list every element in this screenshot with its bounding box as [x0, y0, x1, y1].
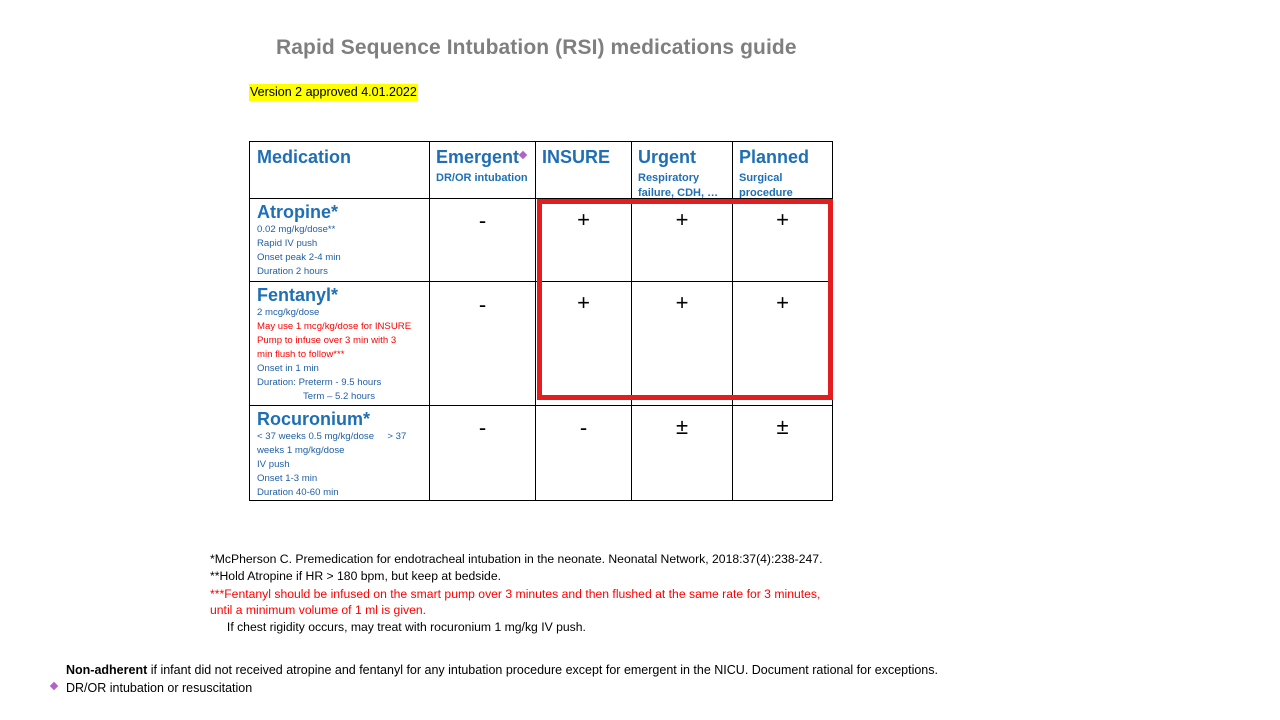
fentanyl-detail: Term – 5.2 hours: [303, 391, 375, 402]
rocuronium-emergent-value: -: [478, 415, 487, 440]
diamond-icon: [519, 151, 527, 159]
atropine-planned-value: +: [776, 207, 789, 232]
footnote-fentanyl-cont: until a minimum volume of 1 ml is given.: [210, 603, 427, 617]
row-fentanyl-name: [249, 281, 430, 406]
rocuronium-detail: IV push: [257, 459, 290, 470]
atropine-name: Atropine*: [257, 202, 338, 222]
rocuronium-detail: Duration 40-60 min: [257, 487, 339, 498]
row-atropine-name: [249, 198, 430, 282]
page-title: Rapid Sequence Intubation (RSI) medications guide: [276, 36, 797, 59]
atropine-detail: Rapid IV push: [257, 238, 318, 249]
rocuronium-emergent-cell: [429, 405, 536, 501]
fentanyl-detail: May use 1 mcg/kg/dose for INSURE: [257, 321, 412, 332]
header-urgent: [631, 141, 733, 199]
rocuronium-name: Rocuronium*: [257, 409, 371, 429]
legend-note: DR/OR intubation or resuscitation: [66, 681, 253, 695]
footnote-reference: *McPherson C. Premedication for endotracheal intubation in the neonate. Neonatal Network, 2018:37(4):238-247.: [210, 552, 823, 566]
version-label: Version 2 approved 4.01.2022: [250, 85, 417, 99]
atropine-emergent-cell: [429, 198, 536, 282]
header-urgent-sub: Respiratory failure, CDH, …: [638, 172, 719, 199]
header-insure-label: INSURE: [542, 147, 611, 167]
fentanyl-detail: Pump to infuse over 3 min with 3: [257, 335, 397, 346]
rocuronium-insure-cell: [535, 405, 632, 501]
header-urgent-label: Urgent: [638, 147, 696, 167]
header-emergent: [429, 141, 536, 199]
footnote-fentanyl: ***Fentanyl should be infused on the smart pump over 3 minutes and then flushed at the same rate for 3 minutes,: [210, 587, 821, 601]
nonadherent-label: Non-adherent: [66, 663, 148, 677]
atropine-urgent-value: +: [675, 207, 689, 232]
rocuronium-detail: Onset 1-3 min: [257, 473, 318, 484]
rocuronium-planned-value: ±: [776, 414, 789, 439]
atropine-insure-value: +: [577, 207, 590, 232]
atropine-detail: 0.02 mg/kg/dose**: [257, 224, 336, 235]
atropine-detail: Onset peak 2-4 min: [257, 252, 341, 263]
fentanyl-emergent-value: -: [478, 292, 487, 317]
nonadherent-note: [66, 662, 938, 679]
footnote-rigidity: If chest rigidity occurs, may treat with rocuronium 1 mg/kg IV push.: [210, 620, 586, 634]
header-planned: [732, 141, 833, 199]
fentanyl-detail: Duration: Preterm - 9.5 hours: [257, 377, 382, 388]
header-emergent-sub: DR/OR intubation: [436, 172, 528, 184]
atropine-emergent-value: -: [478, 208, 487, 233]
highlight-box: [537, 199, 833, 400]
header-planned-label: Planned: [739, 147, 810, 167]
fentanyl-name: Fentanyl*: [257, 285, 339, 305]
row-rocuronium-name: [249, 405, 430, 501]
rocuronium-urgent-cell: [631, 405, 733, 501]
atropine-detail: Duration 2 hours: [257, 266, 328, 277]
rocuronium-detail: < 37 weeks 0.5 mg/kg/dose > 37: [257, 431, 407, 442]
fentanyl-detail: Onset in 1 min: [257, 363, 319, 374]
rocuronium-detail: weeks 1 mg/kg/dose: [257, 445, 345, 456]
fentanyl-detail: min flush to follow***: [257, 349, 345, 360]
fentanyl-emergent-cell: [429, 281, 536, 406]
rocuronium-insure-value: -: [579, 415, 588, 440]
header-emergent-label: Emergent: [436, 147, 520, 167]
header-insure: [535, 141, 632, 199]
diamond-icon: [50, 682, 58, 690]
header-medication: [249, 141, 430, 199]
fentanyl-insure-value: +: [577, 290, 590, 315]
rocuronium-planned-cell: [732, 405, 833, 501]
footnote-atropine: **Hold Atropine if HR > 180 bpm, but keep at bedside.: [210, 569, 501, 583]
header-planned-sub: Surgical procedure: [739, 172, 793, 199]
nonadherent-text: if infant did not received atropine and fentanyl for any intubation procedure except for emergent in the NICU. Document rational for exceptions.: [147, 663, 938, 677]
fentanyl-planned-value: +: [776, 290, 789, 315]
fentanyl-urgent-value: +: [675, 290, 689, 315]
header-medication-label: Medication: [257, 147, 352, 167]
fentanyl-detail: 2 mcg/kg/dose: [257, 307, 320, 318]
rocuronium-urgent-value: ±: [675, 414, 689, 439]
